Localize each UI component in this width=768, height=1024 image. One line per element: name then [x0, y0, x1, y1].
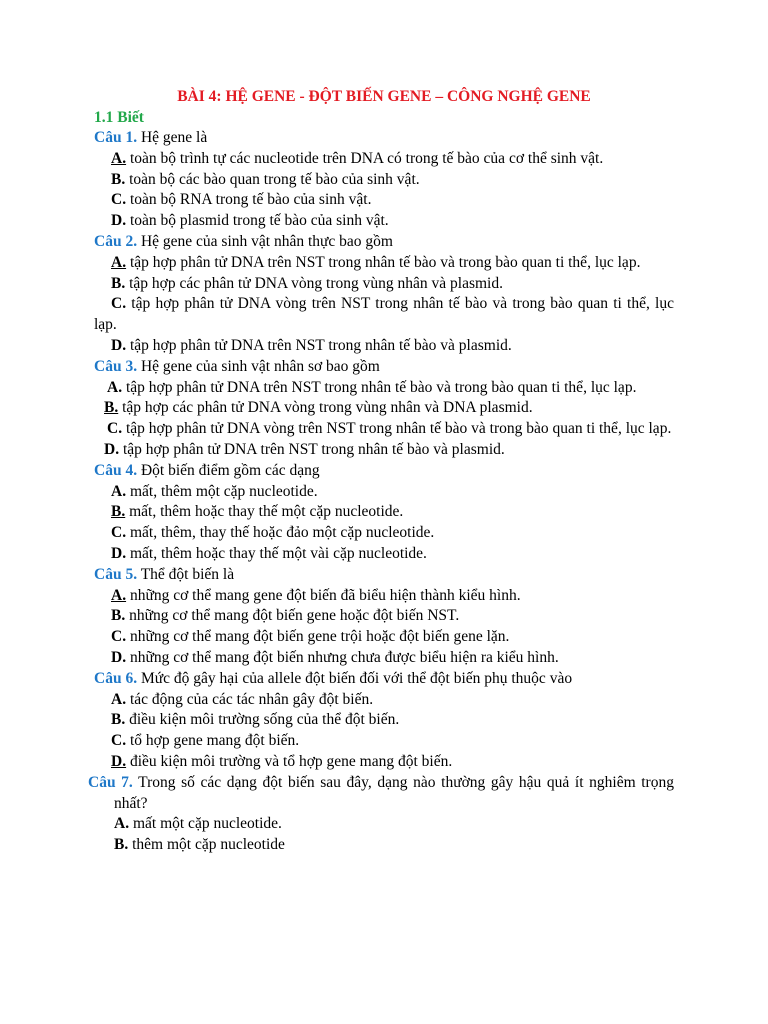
answer-text: những cơ thể mang gene đột biến đã biểu hiện thành kiểu hình. [129, 586, 521, 604]
answer-letter: A. [111, 586, 127, 604]
answer-4a [94, 482, 674, 503]
answer-letter: C. [111, 295, 127, 313]
answer-letter: D. [104, 440, 120, 458]
answer-text: những cơ thể mang đột biến gene trội hoặc đột biến gene lặn. [129, 628, 510, 646]
answer-text: tác động của các tác nhân gây đột biến. [129, 690, 374, 708]
answer-text: những cơ thể mang đột biến gene hoặc đột biến NST. [129, 607, 460, 625]
question-label: Câu 7. [88, 773, 133, 791]
answer-2a [94, 253, 674, 274]
answer-text: điều kiện môi trường sống của thể đột biến. [129, 711, 400, 729]
section-heading: 1.1 Biết [94, 109, 144, 126]
answer-6d [94, 752, 674, 773]
question-text: Thể đột biến là [140, 565, 235, 583]
answer-letter: B. [111, 274, 126, 292]
page-title: BÀI 4: HỆ GENE - ĐỘT BIẾN GENE – CÔNG NGHỆ GENE [177, 88, 591, 105]
answer-letter: B. [104, 399, 119, 417]
answer-letter: C. [111, 732, 127, 750]
answer-2c [94, 294, 674, 336]
answer-text: điều kiện môi trường và tổ hợp gene mang đột biến. [129, 752, 453, 770]
answer-6c [94, 731, 674, 752]
question-3 [94, 357, 674, 378]
answer-2d [94, 336, 674, 357]
answer-letter: C. [111, 524, 127, 542]
answer-7b [94, 835, 674, 856]
answer-letter: A. [111, 690, 127, 708]
answer-letter: C. [111, 191, 127, 209]
answer-4b [94, 502, 674, 523]
answer-5b [94, 606, 674, 627]
answer-text: toàn bộ trình tự các nucleotide trên DNA có trong tế bào của cơ thể sinh vật. [129, 149, 604, 167]
answer-text: tập hợp phân tử DNA trên NST trong nhân tế bào và trong bào quan ti thể, lục lạp. [129, 253, 641, 271]
answer-5c [94, 627, 674, 648]
question-text: Đột biến điểm gồm các dạng [140, 461, 320, 479]
question-label: Câu 4. [94, 461, 138, 479]
answer-5a [94, 586, 674, 607]
answer-letter: B. [114, 836, 129, 854]
answer-letter: D. [111, 336, 127, 354]
answer-letter: A. [111, 482, 127, 500]
question-label: Câu 1. [94, 129, 138, 146]
question-6 [94, 669, 674, 690]
question-1 [94, 128, 674, 149]
question-text: Hệ gene của sinh vật nhân thực bao gồm [140, 232, 393, 250]
answer-text: mất một cặp nucleotide. [132, 815, 282, 833]
answer-text: tổ hợp gene mang đột biến. [129, 732, 300, 750]
answer-letter: B. [111, 503, 126, 521]
answer-3d [94, 440, 674, 461]
answer-1a [94, 149, 674, 170]
answer-text: tập hợp phân tử DNA vòng trên NST trong nhân tế bào và trong bào quan ti thể, lục lạp. [125, 420, 672, 438]
answer-letter: A. [111, 253, 127, 271]
answer-letter: A. [111, 149, 127, 167]
question-label: Câu 6. [94, 669, 138, 687]
answer-text: tập hợp phân tử DNA trên NST trong nhân tế bào và trong bào quan ti thể, lục lạp. [125, 378, 637, 396]
question-label: Câu 2. [94, 232, 138, 250]
answer-text: những cơ thể mang đột biến nhưng chưa được biểu hiện ra kiểu hình. [129, 648, 559, 666]
answer-4c [94, 523, 674, 544]
answer-letter: B. [111, 607, 126, 625]
answer-2b [94, 274, 674, 295]
answer-text: mất, thêm hoặc thay thế một vài cặp nucleotide. [129, 544, 427, 562]
answer-3c [94, 419, 674, 440]
answer-text: toàn bộ plasmid trong tế bào của sinh vật. [129, 212, 389, 230]
answer-letter: D. [111, 544, 127, 562]
answer-text: mất, thêm một cặp nucleotide. [129, 482, 318, 500]
answer-text: thêm một cặp nucleotide [132, 836, 285, 854]
answer-text: tập hợp phân tử DNA trên NST trong nhân tế bào và plasmid. [122, 440, 505, 458]
answer-letter: D. [111, 212, 127, 230]
answer-6b [94, 710, 674, 731]
answer-text: tập hợp phân tử DNA trên NST trong nhân tế bào và plasmid. [129, 336, 512, 354]
answer-letter: B. [111, 711, 126, 729]
question-text: Trong số các dạng đột biến sau đây, dạng nào thường gây hậu quả ít nghiêm trọng nhất? [114, 773, 674, 812]
answer-1d [94, 211, 674, 232]
answer-letter: D. [111, 648, 127, 666]
answer-3a [94, 378, 674, 399]
question-2 [94, 232, 674, 253]
answer-1c [94, 190, 674, 211]
answer-text: mất, thêm, thay thế hoặc đảo một cặp nucleotide. [129, 524, 435, 542]
answer-text: toàn bộ RNA trong tế bào của sinh vật. [129, 191, 372, 209]
answer-6a [94, 690, 674, 711]
question-label: Câu 3. [94, 357, 138, 375]
answer-3b [94, 398, 674, 419]
answer-letter: A. [107, 378, 123, 396]
answer-4d [94, 544, 674, 565]
answer-5d [94, 648, 674, 669]
answer-text: toàn bộ các bào quan trong tế bào của sinh vật. [129, 170, 420, 188]
answer-letter: C. [107, 420, 123, 438]
answer-letter: D. [111, 752, 127, 770]
question-label: Câu 5. [94, 565, 138, 583]
answer-7a [94, 814, 674, 835]
answer-text: mất, thêm hoặc thay thế một cặp nucleotide. [129, 503, 404, 521]
answer-1b [94, 170, 674, 191]
answer-letter: A. [114, 815, 130, 833]
question-4 [94, 461, 674, 482]
answer-letter: B. [111, 170, 126, 188]
answer-text: tập hợp các phân tử DNA vòng trong vùng nhân và DNA plasmid. [122, 399, 533, 417]
question-text: Mức độ gây hại của allele đột biến đối với thể đột biến phụ thuộc vào [140, 669, 573, 687]
answer-letter: C. [111, 628, 127, 646]
answer-text: tập hợp phân tử DNA vòng trên NST trong nhân tế bào và trong bào quan ti thể, lục lạp. [94, 295, 674, 334]
question-5 [94, 565, 674, 586]
question-text: Hệ gene của sinh vật nhân sơ bao gồm [140, 357, 380, 375]
question-text: Hệ gene là [140, 129, 208, 146]
question-7 [88, 773, 674, 815]
answer-text: tập hợp các phân tử DNA vòng trong vùng nhân và plasmid. [129, 274, 503, 292]
